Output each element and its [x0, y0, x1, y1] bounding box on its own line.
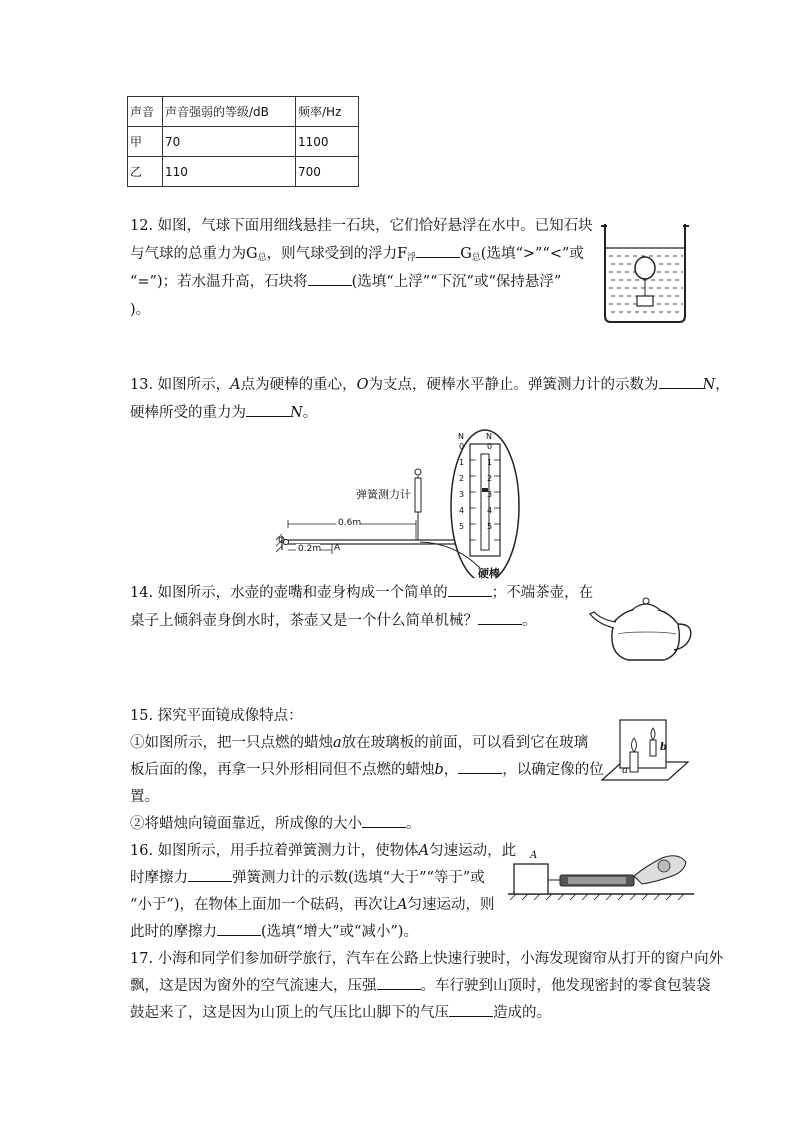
- scale-tick-label: 2: [487, 474, 493, 483]
- q16-line4: 此时的摩擦力 (选填“增大”或“减小”)。: [130, 921, 418, 943]
- mirror-candles-figure: [598, 714, 690, 784]
- answer-blank[interactable]: [478, 610, 522, 625]
- q15-line5: ②将蜡烛向镜面靠近，所成像的大小 。: [130, 813, 421, 835]
- q16-line3: “小于”)，在物体上面加一个砝码，再次让A匀速运动，则: [130, 897, 495, 913]
- teapot-figure: [586, 594, 696, 664]
- q17-line1: 17. 小海和同学们参加研学旅行，汽车在公路上快速行驶时，小海发现窗帘从打开的窗户向外: [130, 951, 724, 967]
- scale-tick-label: 2: [459, 474, 465, 483]
- q14-line2: 桌子上倾斜壶身倒水时，茶壶又是一个什么简单机械？ 。: [130, 610, 537, 632]
- q13-line2: 硬棒所受的重力为 N。: [130, 402, 317, 424]
- answer-blank[interactable]: [448, 582, 492, 597]
- scale-tick-label: 5: [487, 522, 493, 531]
- answer-blank[interactable]: [458, 759, 502, 774]
- q15-line2: ①如图所示，把一只点燃的蜡烛a放在玻璃板的前面，可以看到它在玻璃: [130, 735, 589, 751]
- q12-line4: )。: [130, 302, 151, 318]
- fig-label-N-left: N: [458, 432, 464, 441]
- answer-blank[interactable]: [449, 1002, 493, 1017]
- answer-blank[interactable]: [659, 374, 703, 389]
- fig-label-0.2m: 0.2m: [298, 544, 322, 554]
- q12-line3: “=”)；若水温升高，石块将 (选填“上浮”“下沉”或“保持悬浮”: [130, 271, 561, 293]
- scale-tick-label: 3: [487, 490, 493, 499]
- answer-blank[interactable]: [416, 243, 460, 258]
- table-header: 声音强弱的等级/dB: [163, 97, 296, 127]
- fig-label-0.6m: 0.6m: [338, 518, 362, 528]
- scale-tick-label: 4: [487, 506, 493, 515]
- table-cell: 乙: [128, 157, 163, 187]
- fig-label-N-right: N: [486, 432, 492, 441]
- q12-line1: 12. 如图，气球下面用细线悬挂一石块，它们恰好悬浮在水中。已知石块: [130, 218, 593, 234]
- q15-line4: 置。: [130, 789, 159, 805]
- scale-tick-label: 3: [459, 490, 465, 499]
- fig-label-rod: 硬棒: [478, 567, 500, 580]
- fig-label-A-block: A: [530, 850, 538, 861]
- q16-line2: 时摩擦力 弹簧测力计的示数(选填“大于”“等于”或: [130, 867, 485, 889]
- fig-label-O: O: [278, 536, 286, 546]
- scale-tick-label: 0: [487, 442, 493, 451]
- table-header: 频率/Hz: [296, 97, 359, 127]
- fig-label-a: a: [622, 765, 628, 776]
- answer-blank[interactable]: [217, 921, 261, 936]
- table-row: [128, 157, 359, 187]
- fig-label-spring-scale: 弹簧测力计: [356, 488, 411, 501]
- table-cell: 甲: [128, 127, 163, 157]
- scale-tick-label: 5: [459, 522, 465, 531]
- table-header-row: [128, 97, 359, 127]
- q15-line3: 板后面的像，再拿一只外形相同但不点燃的蜡烛b， ，以确定像的位: [130, 759, 604, 781]
- beaker-balloon-figure: [595, 218, 695, 324]
- q17-line2: 飘，这是因为窗外的空气流速大，压强 。车行驶到山顶时，他发现密封的零食包装袋: [130, 975, 711, 997]
- table-row: [128, 127, 359, 157]
- scale-tick-label: 4: [459, 506, 465, 515]
- fig-label-b: b: [660, 742, 667, 753]
- answer-blank[interactable]: [246, 402, 290, 417]
- answer-blank[interactable]: [188, 867, 232, 882]
- table-cell: 110: [163, 157, 296, 187]
- sound-table: [127, 96, 359, 187]
- scale-tick-label: 0: [459, 442, 465, 451]
- q12-line2: 与气球的总重力为$G_总$，则气球受到的浮力$F_浮$ $G_总$(选填“>”“<”或: [130, 243, 584, 269]
- q15-line1: 15. 探究平面镜成像特点：: [130, 708, 303, 724]
- scale-tick-label: 1: [487, 458, 493, 467]
- table-header: 声音: [128, 97, 163, 127]
- q16-line1: 16. 如图所示，用手拉着弹簧测力计，使物体A匀速运动，此: [130, 843, 517, 859]
- table-cell: 1100: [296, 127, 359, 157]
- q14-line1: 14. 如图所示，水壶的壶嘴和壶身构成一个简单的 ；不端茶壶，在: [130, 582, 593, 604]
- q17-line3: 鼓起来了，这是因为山顶上的气压比山脚下的气压 造成的。: [130, 1002, 551, 1024]
- table-cell: 70: [163, 127, 296, 157]
- scale-tick-label: 1: [459, 458, 465, 467]
- fig-label-A: A: [334, 543, 341, 553]
- answer-blank[interactable]: [308, 271, 352, 286]
- table-cell: 700: [296, 157, 359, 187]
- answer-blank[interactable]: [377, 975, 421, 990]
- answer-blank[interactable]: [362, 813, 406, 828]
- q13-line1: 13. 如图所示，A点为硬棒的重心，O为支点，硬棒水平静止。弹簧测力计的示数为 N，: [130, 374, 730, 396]
